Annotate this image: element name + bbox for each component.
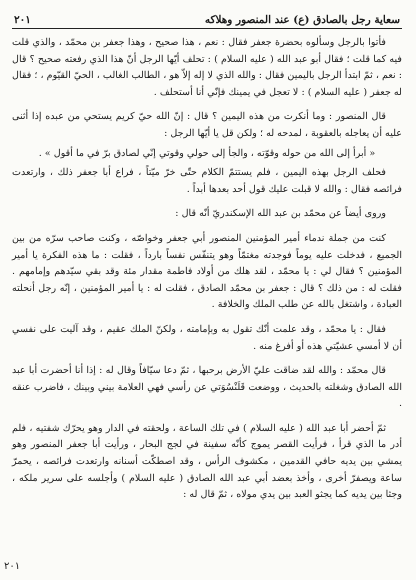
paragraph: فحلف الرجل بهذه اليمين ، فلم يستتمّ الكلام حتّى خرّ ميّتاً ، فراع أبا جعفر ذلك ، وارتعدت فرائصه فقال : والله لا قبلت عليك قول أحد بعدها أبداً . [12, 167, 402, 195]
paragraph: قال المنصور : وما أنكرت من هذه اليمين ؟ قال : إنّ الله حيّ كريم يستحي من عبده إذا أثنى عليه أن يعاجله بالعقوبة ، لمدحه له ؛ ولكن قل يا أيّها الرجل : [12, 111, 402, 139]
paragraph: ثمّ أحضر أبا عبد الله ( عليه السلام ) في تلك الساعة ، ولحقته في الدار وهو يحرّك شفتيه ، فلم أدر ما الذي قرأ ، فرأيت القصر يموج كأنّه سفينة في لجج البحار ، ورأيت أبا جعفر المنصور وهو يمشي بين يديه حافي القدمين ، مكشوف الرأس ، وقد اصطكّت أسنانه وارتعدت فرائصه ، يحمرّ ساعة ويصفرّ أخرى ، وأخذ بعضد أبي عبد الله الصادق ( عليه السلام ) وأجلسه على سرير ملكه ، وجثا بين يديه كما يجثو العبد بين يدي مولاه ، ثمّ قال له : [12, 422, 402, 501]
paragraph: فقال : يا محمّد ، وقد علمت أنّك تقول به وبإمامته ، ولكنّ الملك عقيم ، وقد آليت على نفسي أن لا أمسي عشيّتي هذه أو أفرغ منه . [12, 323, 402, 352]
page-body [12, 29, 402, 504]
paragraph: قال محمّد : والله لقد ضاقت عليّ الأرض برحبها ، ثمّ دعا سيّافاً وقال له : إذا أنا أحضرت أبا عبد الله الصادق وشغلته بالحديث ، ووضعت قَلَنْسُوَتي عن رأسي فهي العلامة بيني وبينك ، فاضرب عنقه . [12, 365, 402, 410]
paragraph: وروى أيضاً عن محمّد بن عبد الله الإسكندريّ أنّه قال : [175, 208, 386, 220]
chapter-title: سعاية رجل بالصادق (ع) عند المنصور وهلاكه [204, 14, 400, 26]
bottom-page-number: ٢٠١ [4, 561, 21, 572]
page-number: ٢٠١ [14, 14, 31, 26]
paragraph: فأتوا بالرجل وسألوه بحضرة جعفر فقال : نعم ، هذا صحيح ، وهذا جعفر بن محمّد ، والذي قلت فيه كما قلت ؛ فقال أبو عبد الله ( عليه السلام ) : تحلف أيّها الرجل أنّ هذا الذي رفعته صحيح ؟ قال : نعم ، ثمّ ابتدأ الرجل باليمين فقال : والله الذي لا إله إلاّ هو ، الطالب الغالب ، الحيّ القيّوم ، ؛ فقال له جعفر ( عليه السلام ) : لا تعجل في يمينك فإنّي أنا أستحلف . [12, 37, 402, 98]
book-page [12, 6, 402, 576]
quoted-oath: « أبرأ إلى الله من حوله وقوّته ، والجأ إلى حولي وقوتي إنّي لصادق برّ في ما أقول » . [38, 147, 376, 159]
paragraph: كنت من جملة ندماء أمير المؤمنين المنصور أبي جعفر وخواصّه ، وكنت صاحب سرّه من بين الجميع ، فدخلت عليه يوماً فوجدته مغتمّاً وهو يتنفّس نفساً بارداً ، فقلت : ما هذه الفكرة يا أمير المؤمنين ؟ فقال لي : يا محمّد ، لقد هلك من أولاد فاطمة مقدار مئة وقد بقي سيّدهم وإمامهم . فقلت له : من ذلك ؟ قال : جعفر بن محمّد الصادق ، فقلت له : يا أمير المؤمنين ، إنّه رجل أنحلته العبادة ، واشتغل بالله عن طلب الملك والخلافة . [12, 232, 402, 311]
running-header [12, 6, 402, 29]
